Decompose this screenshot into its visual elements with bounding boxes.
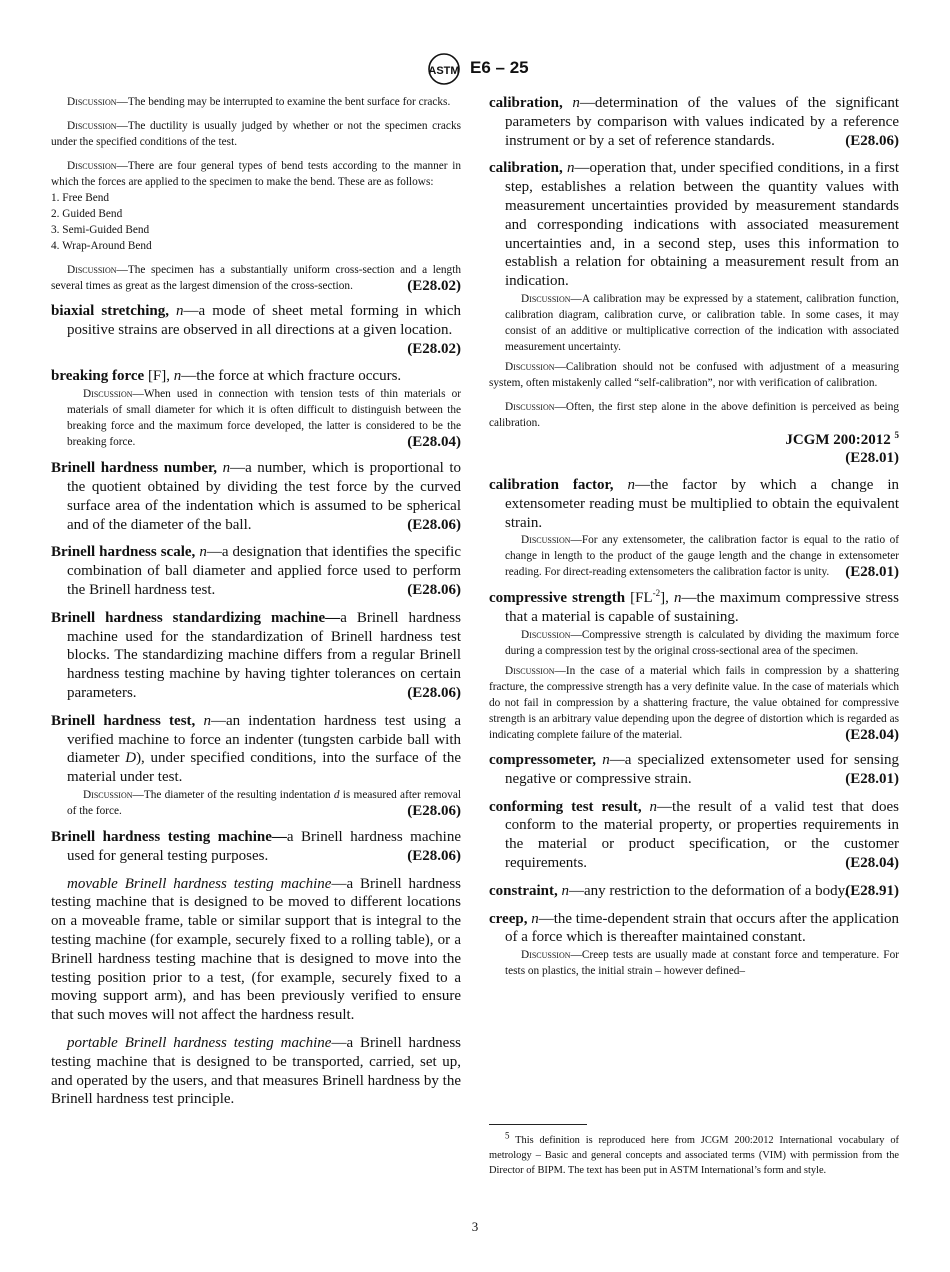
term-calibration-1: calibration, n—determination of the values of the significant parameters by comparison with values indicated by a reference instrument or by a set of reference standards. (E28.06)	[489, 95, 899, 149]
discussion-bend-types: Discussion—There are four general types of bend tests according to the manner in which the forces are applied to the specimen to make the bend. These are as follows:	[51, 160, 461, 188]
term-calibration-factor: calibration factor, n—the factor by which a change in extensometer reading must be multiplied to obtain the equivalent strain. Discussion—For any extensometer, the calibration factor is equal to the ratio of change in length to the product of the gauge length and the change in extensometer reading. For direct-reading extensometers the calibration factor is unity. (E28.01)	[489, 476, 899, 581]
term-brinell-standardizing-machine: Brinell hardness standardizing machine—a Brinell hardness machine used for the standardization of Brinell hardness test blocks. The standardizing machine differs from a regular Brinell hardness testing machine by having tighter tolerances on certain parameters. (E28.06)	[51, 609, 461, 701]
term-compressometer: compressometer, n—a specialized extensometer used for sensing negative or compressive strain. (E28.01)	[489, 751, 899, 787]
term-brinell-hardness-number: Brinell hardness number, n—a number, which is proportional to the quotient obtained by dividing the test force by the curved surface area of the indentation which is assumed to be spherical and of the diameter of the ball. (E28.06)	[51, 460, 461, 533]
list-item: 2. Guided Bend	[51, 208, 123, 220]
source-citation: JCGM 200:2012 $^5$	[785, 429, 899, 448]
term-creep: creep, n—the time-dependent strain that occurs after the application of a force which is thereafter maintained constant. Discussion—Creep tests are usually made at constant force and temperature. For tests on plastics, the initial strain – however defined–	[489, 910, 900, 978]
bend-types-list	[51, 190, 461, 254]
term-calibration-2: calibration, n—operation that, under specified conditions, in a first step, establishes a relation between the quantity values with measurement uncertainties provided by measurement standards and corresponding indications with associated measurement uncertainties and, in a second step, uses this information to establish a relation for obtaining a measurement result from an indication. Discussion—A calibration may be expressed by a statement, calibration function, calibration diagram, calibration curve, or calibration table. In some cases, it may consist of an additive or multiplicative correction of the indication with associated measurement uncertainty.	[489, 160, 900, 353]
discussion-specimen: Discussion—The specimen has a substantially uniform cross-section and a length several times as great as the largest dimension of the cross-section. (E28.02)	[51, 264, 461, 294]
list-item: 1. Free Bend	[51, 192, 110, 204]
term-conforming-test-result: conforming test result, n—the result of a valid test that does conform to the material property, or properties requirements in the material or product specification, or the customer requirements. (E28.04)	[489, 798, 900, 871]
discussion-ductility: Discussion—The ductility is usually judged by whether or not the specimen cracks under the specified conditions of the test.	[51, 120, 461, 148]
term-breaking-force: breaking force [F], n—the force at which fracture occurs. Discussion—When used in connection with tension tests of thin materials or materials of small diameter for which it is often difficult to distinguish between the breaking force and the maximum force developed, the latter is considered to be the breaking force. (E28.04)	[51, 368, 461, 451]
committee-code: (E28.01)	[845, 449, 899, 466]
left-column	[51, 94, 461, 1118]
standard-designation: E6 – 25	[470, 58, 529, 77]
list-item: 3. Semi-Guided Bend	[51, 224, 150, 236]
paragraph-movable-machine: movable Brinell hardness testing machine—a Brinell hardness testing machine that is designed to be moved to different locations on a moveable frame, table or similar support that is integral to the testing machine (for example, securely fixed to a rolling table), or a Brinell hardness testing machine that is designed to move into the testing position prior to a test, (for example, securely fixed to a moving support arm), and has been previously verified to ensure that such moves will not affect the hardness result.	[51, 875, 462, 1024]
discussion-indentation: Discussion—The diameter of the resulting indentation d is measured after removal of the force. (E28.06)	[67, 788, 461, 819]
term-compressive-strength: compressive strength $[FL^{-2}]$, n—the maximum compressive stress that a material is capable of sustaining. Discussion—Compressive strength is calculated by dividing the maximum force during a compression test by the original cross-sectional area of the specimen.	[489, 588, 899, 657]
right-column	[489, 94, 899, 988]
discussion-first-step: Discussion—Often, the first step alone in the above definition is perceived as being calibration.	[489, 400, 899, 429]
term-brinell-hardness-scale: Brinell hardness scale, n—a designation that identifies the specific combination of ball diameter and applied force used to perform the Brinell hardness test. (E28.06)	[51, 544, 462, 598]
footnote: $^5$ This definition is reproduced here from JCGM 200:2012 International vocabulary of metrology – Basic and general concepts and associated terms (VIM) with permission from the Director of BIPM. The text has been put in ASTM International’s form and style.	[489, 1130, 899, 1176]
page-number: 3	[471, 1219, 479, 1234]
discussion-shattering: Discussion—In the case of a material which fails in compression by a shattering fracture, the compressive strength has a very definite value. In the case of materials which do not fail in compression by a shattering fracture, the value obtained for compressive strength is an arbitrary value depending upon the degree of distortion which is regarded as indicating complete failure of the material. (E28.04)	[489, 664, 899, 743]
logo-text: ASTM	[428, 65, 460, 77]
term-biaxial-stretching: biaxial stretching, n—a mode of sheet metal forming in which positive strains are observed in all directions at a given location. (E28.02)	[51, 303, 461, 357]
discussion-creep: Discussion—Creep tests are usually made at constant force and temperature. For tests on plastics, the initial strain – however defined–	[505, 949, 899, 978]
paragraph-portable-machine: portable Brinell hardness testing machine—a Brinell hardness testing machine that is designed to be transported, carried, set up, and operated by the users, and that measures Brinell hardness by the Brinell hardness test principle.	[51, 1034, 461, 1108]
page-header	[0, 52, 950, 86]
discussion-bending: Discussion—The bending may be interrupted to examine the bent surface for cracks.	[67, 96, 451, 108]
list-item: 4. Wrap-Around Bend	[51, 240, 152, 252]
term-brinell-testing-machine: Brinell hardness testing machine—a Brinell hardness machine used for general testing purposes. (E28.06)	[51, 828, 461, 864]
astm-logo-icon	[424, 52, 464, 86]
discussion-calibration-factor: Discussion—For any extensometer, the calibration factor is equal to the ratio of change in length to the product of the gauge length and the change in extensometer reading. For direct-reading extensometers the calibration factor is unity. (E28.01)	[505, 534, 899, 581]
term-brinell-hardness-test: Brinell hardness test, n—an indentation hardness test using a verified machine to force an indenter (tungsten carbide ball with diameter D), under specified conditions, into the surface of the material under test. Discussion—The diameter of the resulting indentation d is measured after removal of the force. (E28.06)	[51, 712, 461, 819]
footnote-divider	[489, 1124, 587, 1125]
discussion-self-calibration: Discussion—Calibration should not be confused with adjustment of a measuring system, often mistakenly called “self-calibration”, nor with verification of calibration.	[489, 360, 899, 389]
term-constraint: constraint, n—any restriction to the deformation of a body. (E28.91)	[489, 882, 899, 899]
discussion-compressive-calc: Discussion—Compressive strength is calculated by dividing the maximum force during a compression test by the original cross-sectional area of the specimen.	[505, 628, 899, 657]
discussion-calibration-statement: Discussion—A calibration may be expressed by a statement, calibration function, calibration diagram, calibration curve, or calibration table. In some cases, it may consist of an additive or multiplicative correction of the indication with associated measurement uncertainty.	[505, 292, 899, 353]
discussion-breaking-force: Discussion—When used in connection with tension tests of thin materials or materials of small diameter for which it is often difficult to distinguish between the breaking force and the maximum force developed, the latter is considered to be the breaking force. (E28.04)	[67, 388, 461, 451]
